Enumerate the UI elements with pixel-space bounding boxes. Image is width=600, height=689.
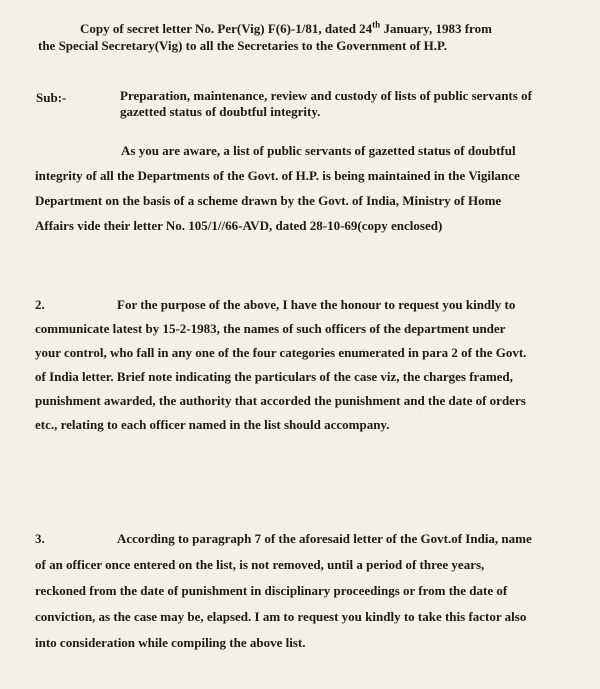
subject-line: Preparation, maintenance, review and custody of lists of public servants of: [120, 88, 532, 103]
paragraph-number: 3.: [35, 531, 45, 546]
paragraph-3: [35, 526, 580, 656]
heading-line-1-text: Copy of secret letter No. Per(Vig) F(6)-1/81, dated 24: [80, 21, 373, 36]
paragraph-line: 2. For the purpose of the above, I have the honour to request you kindly to: [35, 293, 580, 317]
paragraph-line: of India letter. Brief note indicating the particulars of the case viz, the charges framed,: [35, 369, 513, 384]
paragraph-line: conviction, as the case may be, elapsed. I am to request you kindly to take this factor also: [35, 609, 527, 624]
subject-text: [120, 88, 580, 120]
paragraph-line: etc., relating to each officer named in the list should accompany.: [35, 417, 390, 432]
letter-heading: [38, 20, 578, 54]
subject-line: gazetted status of doubtful integrity.: [120, 104, 321, 119]
heading-line-2: the Special Secretary(Vig) to all the Secretaries to the Government of H.P.: [38, 38, 448, 53]
paragraph-line: Department on the basis of a scheme drawn by the Govt. of India, Ministry of Home: [35, 193, 502, 208]
paragraph-line: Affairs vide their letter No. 105/1//66-AVD, dated 28-10-69(copy enclosed): [35, 218, 443, 233]
paragraph-2: [35, 293, 580, 437]
paragraph-1: [35, 138, 580, 238]
heading-date-superscript: th: [372, 19, 381, 30]
heading-line-1: [38, 20, 578, 37]
paragraph-line: your control, who fall in any one of the four categories enumerated in para 2 of the Govt.: [35, 345, 527, 360]
paragraph-number: 2.: [35, 297, 45, 312]
paragraph-line: As you are aware, a list of public servants of gazetted status of doubtful: [121, 143, 516, 158]
paragraph-line: into consideration while compiling the above list.: [35, 635, 306, 650]
paragraph-line: punishment awarded, the authority that accorded the punishment and the date of orders: [35, 393, 526, 408]
heading-line-1-tail: January, 1983 from: [380, 21, 492, 36]
paragraph-line: communicate latest by 15-2-1983, the names of such officers of the department under: [35, 321, 506, 336]
subject-label: Sub:-: [36, 90, 67, 105]
paragraph-line: 3. According to paragraph 7 of the aforesaid letter of the Govt.of India, name: [35, 526, 580, 552]
paragraph-line: of an officer once entered on the list, is not removed, until a period of three years,: [35, 557, 485, 572]
paragraph-line: reckoned from the date of punishment in disciplinary proceedings or from the date of: [35, 583, 508, 598]
paragraph-line: integrity of all the Departments of the Govt. of H.P. is being maintained in the Vigilance: [35, 168, 520, 183]
